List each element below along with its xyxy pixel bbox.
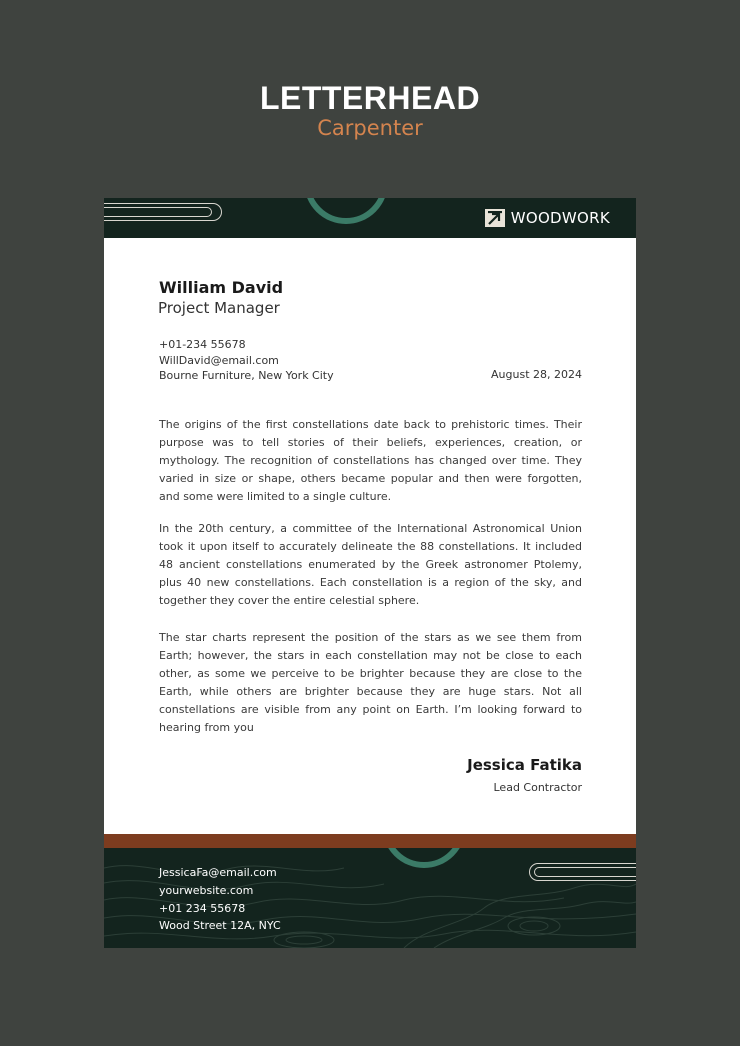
sender-email: WillDavid@email.com: [159, 353, 279, 367]
body-paragraph: The origins of the first constellations date back to prehistoric times. Their purpose was to tell stories of their beliefs, experiences, creation, or mythology. The recognition of constellations has changed over time. They varied in size or shape, others became popular and then were forgotten, and some were limited to a single culture.: [159, 418, 582, 504]
decorative-arc: [304, 198, 388, 224]
letterhead-top-bar: [104, 198, 636, 238]
sender-role: Project Manager: [158, 299, 280, 317]
body-paragraph: In the 20th century, a committee of the International Astronomical Union took it upon itself to accurately delineate the 88 constellations. It included 48 ancient constellations enumerated by the Greek astronomer Ptolemy, plus 40 new constellations. Each constellation is a region of the sky, and together they cover the entire celestial sphere.: [159, 522, 582, 608]
poster-title: LETTERHEAD: [259, 80, 481, 116]
footer-phone: +01 234 55678: [159, 901, 246, 915]
letter-date: August 28, 2024: [491, 368, 582, 381]
decorative-pill-outline-inner: [534, 867, 636, 877]
letterhead-footer: [104, 848, 636, 948]
sender-name: William David: [159, 278, 284, 297]
footer-divider: [104, 834, 636, 848]
footer-email: JessicaFa@email.com: [159, 866, 277, 879]
body-paragraph: The star charts represent the position of the stars as we see them from Earth; however, the stars in each constellation may not be close to each other, as some we perceive to be brighter because they are close to the Earth, while others are brighter because they are huge stars. Not all constellations are visible from any point on Earth. I’m looking forward to hearing from you: [159, 631, 582, 735]
signer-name: Jessica Fatika: [467, 756, 582, 774]
arrow-corner-logo-icon: [485, 209, 505, 227]
footer-address: Wood Street 12A, NYC: [159, 919, 281, 933]
sender-address: Bourne Furniture, New York City: [159, 369, 334, 382]
brand-name: WOODWORK: [510, 209, 610, 227]
signer-role: Lead Contractor: [493, 781, 582, 794]
footer-website: yourwebsite.com: [159, 883, 254, 897]
footer-contact: [159, 864, 281, 935]
poster-heading: [0, 80, 740, 142]
decorative-pill-outline-inner: [104, 207, 212, 217]
sender-contact: [159, 337, 334, 384]
brand-logo: [485, 207, 610, 229]
poster-subtitle: Carpenter: [317, 116, 423, 140]
sender-phone: +01-234 55678: [159, 338, 246, 351]
letterhead-sheet: [104, 198, 636, 948]
